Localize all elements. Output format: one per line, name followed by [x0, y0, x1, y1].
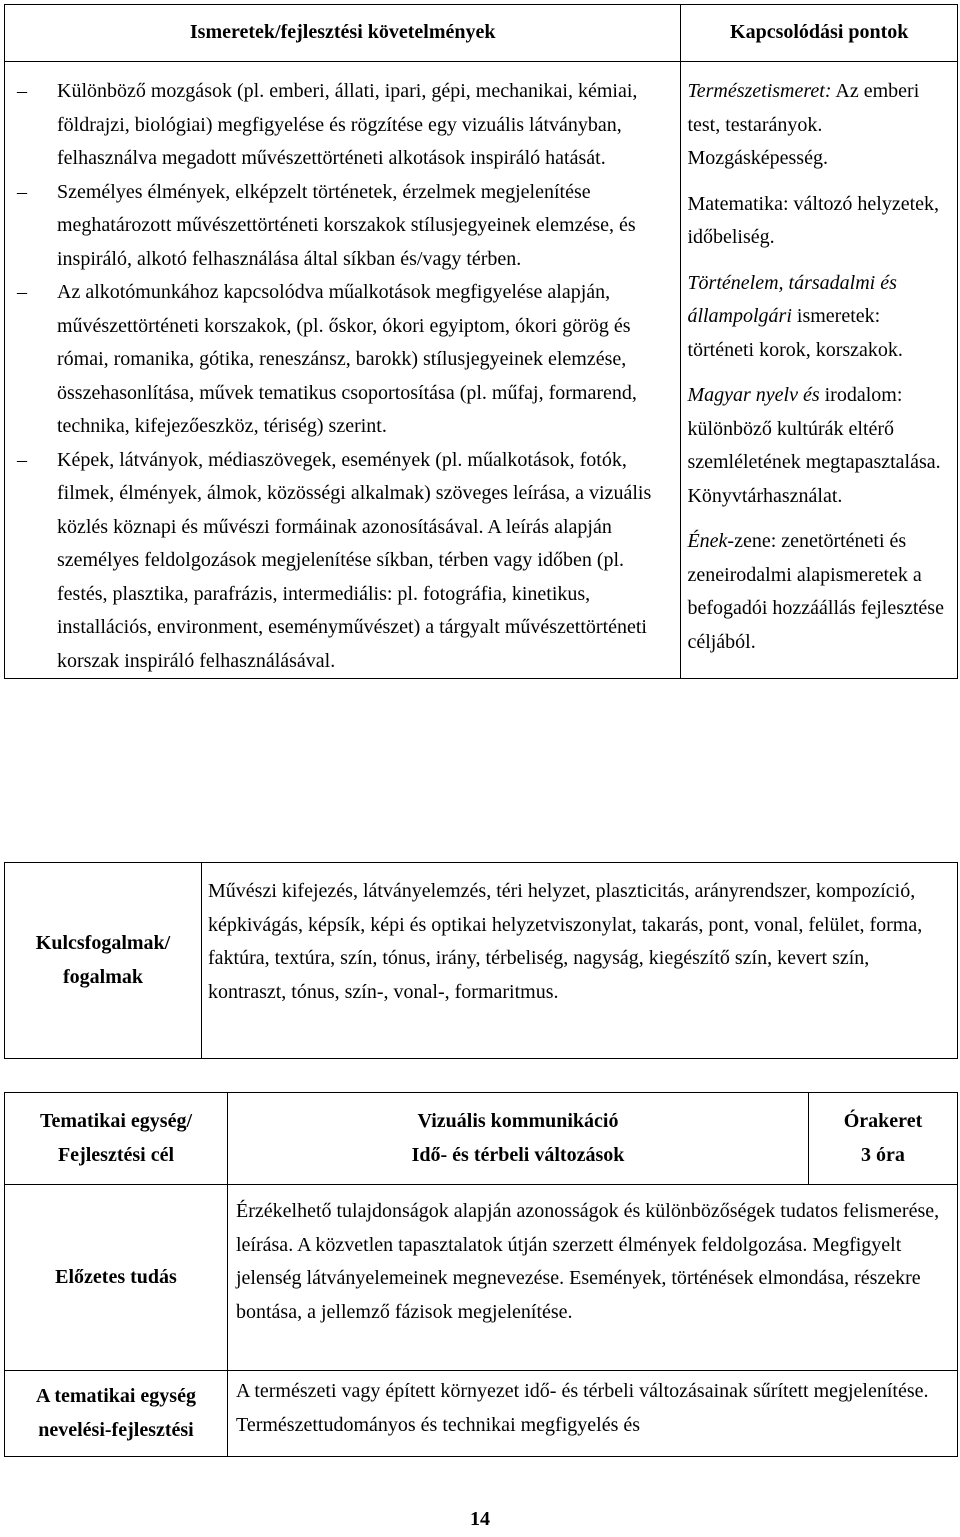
- connection-text: zene: zenetörténeti és zeneirodalmi alapismeretek a befogadói hozzáállás fejlesztése céljából.: [687, 530, 944, 653]
- connection-item: [687, 75, 951, 176]
- connection-text: irodalom: különböző kultúrák eltérő szemléletének megtapasztalása. Könyvtárhasználat.: [687, 384, 941, 507]
- prior-knowledge-text: Érzékelhető tulajdonságok alapján azonosságok és különbözőségek tudatos felismerése, leírása. A közvetlen tapasztalatok útján szerzett élmények feldolgozása. Megfigyelt jelenség látványelemeinek megnevezése. Események, történések elmondása, részekre bontása, a jellemző fázisok megjelenítése.: [228, 1185, 958, 1371]
- connection-item: [687, 525, 951, 659]
- hours-value: 3 óra: [861, 1143, 905, 1166]
- requirement-item: – Képek, látványok, médiaszövegek, események (pl. műalkotások, fotók, filmek, élmények, álmok, közösségi alkalmak) szöveges leírása, a vizuális közlés köznapi és művészi formáinak azonosításával. A leírás alapján személyes feldolgozások megjelenítése síkban, térben vagy időben (pl. festés, plasztika, parafrázis, intermediális: pl. fotográfia, kinetikus, installációs, environment, eseményművészet) a tárgyalt művészettörténeti korszak inspiráló felhasználásával.: [17, 444, 680, 679]
- key-concepts-table: [4, 862, 958, 1059]
- connection-item: [687, 188, 951, 255]
- goals-text: A természeti vagy épített környezet idő- és térbeli változásainak sűrített megjelenítése. Természettudományos és technikai megfigyelés és: [228, 1371, 958, 1457]
- hours-label: Órakeret: [843, 1110, 923, 1132]
- key-concepts-label: Kulcsfogalmak/ fogalmak: [5, 863, 202, 1059]
- unit-title-line-2: Idő- és térbeli változások: [411, 1143, 625, 1166]
- connection-text: változó helyzetek, időbeliség.: [687, 192, 940, 248]
- page-number: 14: [470, 1508, 490, 1530]
- connection-text: Az emberi test, testarányok. Mozgásképesség.: [687, 80, 920, 169]
- connection-subject: Matematika:: [687, 192, 789, 215]
- key-concepts-text: Művészi kifejezés, látványelemzés, téri helyzet, plaszticitás, arányrendszer, kompozíció, képkivágás, képsík, képi és optikai helyzetviszonylat, takarás, pont, vonal, felület, forma, faktúra, textúra, szín, tónus, irány, térbeliség, nagyság, kiegészítő szín, kevert szín, kontraszt, tónus, szín-, vonal-, formaritmus.: [202, 863, 958, 1059]
- goals-label: A tematikai egység nevelési-fejlesztési: [5, 1371, 228, 1457]
- requirement-item: – Személyes élmények, elképzelt történetek, érzelmek megjelenítése meghatározott művészettörténeti korszakok stílusjegyeinek elemzése, és inspiráló, alkotó felhasználása által síkban és/vagy térben.: [17, 176, 680, 277]
- connections-cell: [681, 62, 958, 679]
- requirements-list: [5, 62, 680, 678]
- requirements-table: [4, 4, 958, 679]
- connection-item: [687, 267, 951, 368]
- connection-subject: Természetismeret:: [687, 80, 832, 102]
- header-requirements: Ismeretek/fejlesztési követelmények: [5, 5, 681, 62]
- requirements-cell: [5, 62, 681, 679]
- prior-knowledge-label: Előzetes tudás: [5, 1185, 228, 1371]
- unit-title: [228, 1093, 809, 1185]
- unit-title-line-1: Vizuális kommunikáció: [417, 1110, 619, 1132]
- hours-cell: [809, 1093, 958, 1185]
- requirement-item: – Az alkotómunkához kapcsolódva műalkotások megfigyelése alapján, művészettörténeti korszakok, (pl. őskor, ókori egyiptom, ókori görög és római, romanika, gótika, reneszánsz, barokk) stílusjegyeinek elemzése, összehasonlítása, művek tematikus csoportosítása (pl. műfaj, formarend, technika, kifejezőeszköz, tériség) szerint.: [17, 276, 680, 444]
- header-connections: Kapcsolódási pontok: [681, 5, 958, 62]
- connection-subject: Ének-: [687, 530, 735, 552]
- connection-subject: Magyar nyelv és: [687, 384, 820, 406]
- connection-text: ismeretek: történeti korok, korszakok.: [687, 305, 903, 361]
- connection-item: [687, 379, 951, 513]
- unit-table: [4, 1092, 958, 1457]
- unit-label: Tematikai egység/ Fejlesztési cél: [5, 1093, 228, 1185]
- requirement-item: – Különböző mozgások (pl. emberi, állati, ipari, gépi, mechanikai, kémiai, földrajzi, biológiai) megfigyelése és rögzítése egy vizuális látványban, felhasználva megadott művészettörténeti alkotások inspiráló hatását.: [17, 75, 680, 176]
- connection-subject: Történelem, társadalmi és állampolgári: [687, 271, 897, 327]
